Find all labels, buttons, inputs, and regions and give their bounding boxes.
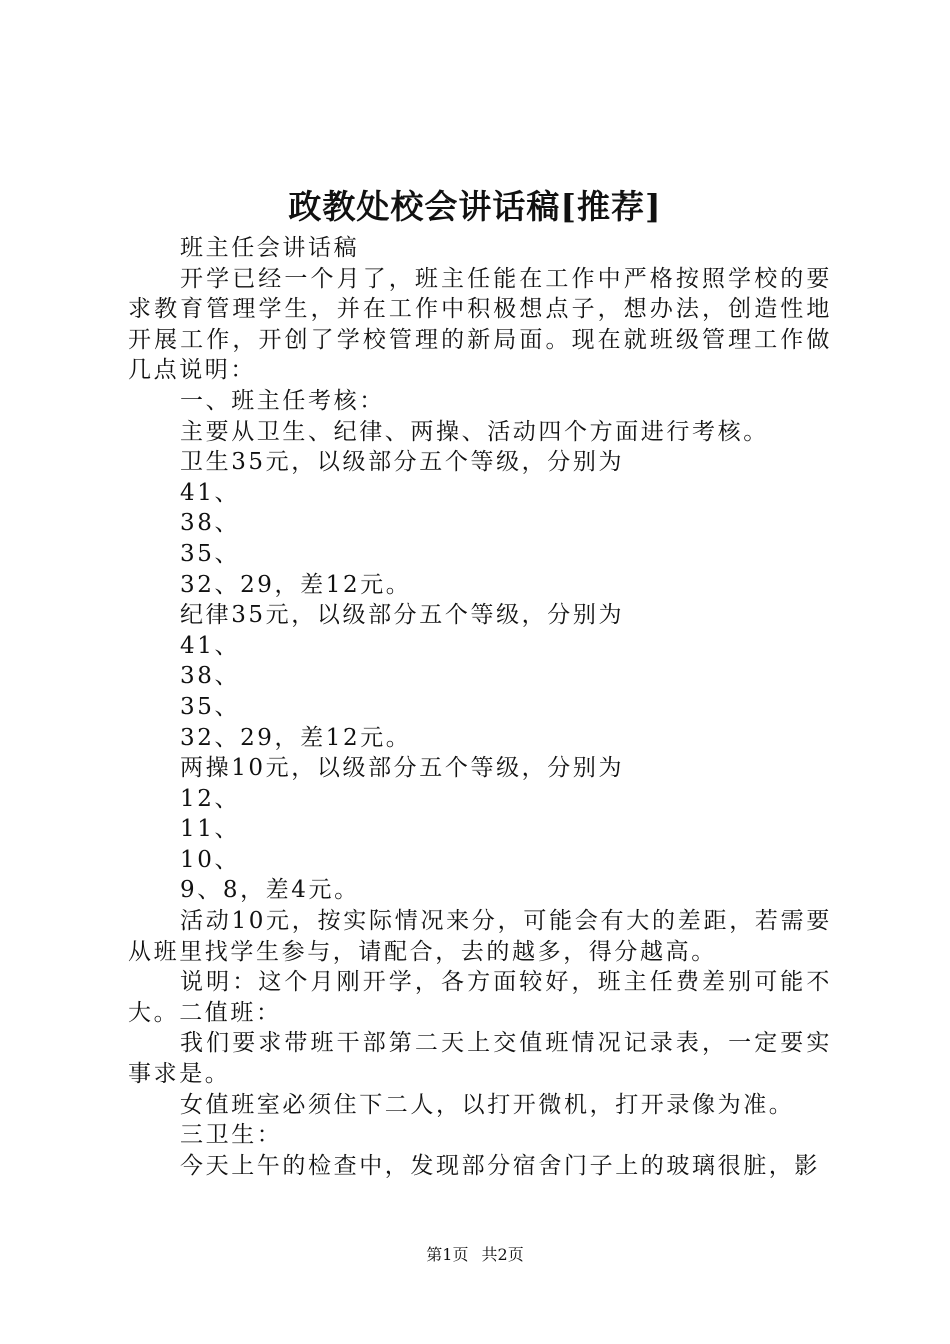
paragraph: 12、 [180, 785, 241, 812]
document-title: 政教处校会讲话稿[推荐] [288, 187, 662, 226]
paragraph: 纪律35元，以级部分五个等级，分别为 [180, 602, 625, 629]
paragraph: 班主任会讲话稿 [180, 235, 360, 261]
page-footer [0, 1243, 950, 1267]
paragraph: 说明：这个月刚开学，各方面较好，班主任费差别可能不大。二值班： [128, 969, 832, 1026]
paragraph: 卫生35元，以级部分五个等级，分别为 [180, 449, 625, 476]
paragraph: 一、班主任考核： [180, 387, 385, 414]
paragraph: 三卫生： [180, 1122, 283, 1149]
page-total: 共2页 [481, 1245, 524, 1264]
paragraph: 41、 [180, 479, 241, 506]
paragraph: 38、 [180, 663, 241, 690]
paragraph: 35、 [180, 693, 241, 720]
paragraph: 32、29，差12元。 [180, 571, 412, 598]
paragraph: 9、8，差4元。 [180, 877, 360, 904]
page-number: 第1页 [426, 1245, 469, 1264]
paragraph: 我们要求带班干部第二天上交值班情况记录表，一定要实事求是。 [128, 1030, 832, 1088]
paragraph: 两操10元，以级部分五个等级，分别为 [180, 755, 625, 782]
paragraph: 今天上午的检查中，发现部分宿舍门子上的玻璃很脏，影 [180, 1152, 820, 1179]
paragraph: 38、 [180, 510, 241, 537]
paragraph: 开学已经一个月了，班主任能在工作中严格按照学校的要求教育管理学生，并在工作中积极想点子，想办法，创造性地开展工作，开创了学校管理的新局面。现在就班级管理工作做几点说明： [128, 265, 832, 384]
paragraph: 32、29，差12元。 [180, 724, 412, 751]
paragraph: 41、 [180, 632, 241, 659]
paragraph: 主要从卫生、纪律、两操、活动四个方面进行考核。 [180, 418, 769, 445]
document-body [128, 233, 832, 1181]
paragraph: 35、 [180, 540, 241, 567]
paragraph: 女值班室必须住下二人，以打开微机，打开录像为准。 [180, 1091, 795, 1118]
paragraph: 10、 [180, 846, 241, 873]
paragraph: 活动10元，按实际情况来分，可能会有大的差距，若需要从班里找学生参与，请配合，去的越多，得分越高。 [128, 908, 832, 965]
paragraph: 11、 [180, 816, 241, 843]
